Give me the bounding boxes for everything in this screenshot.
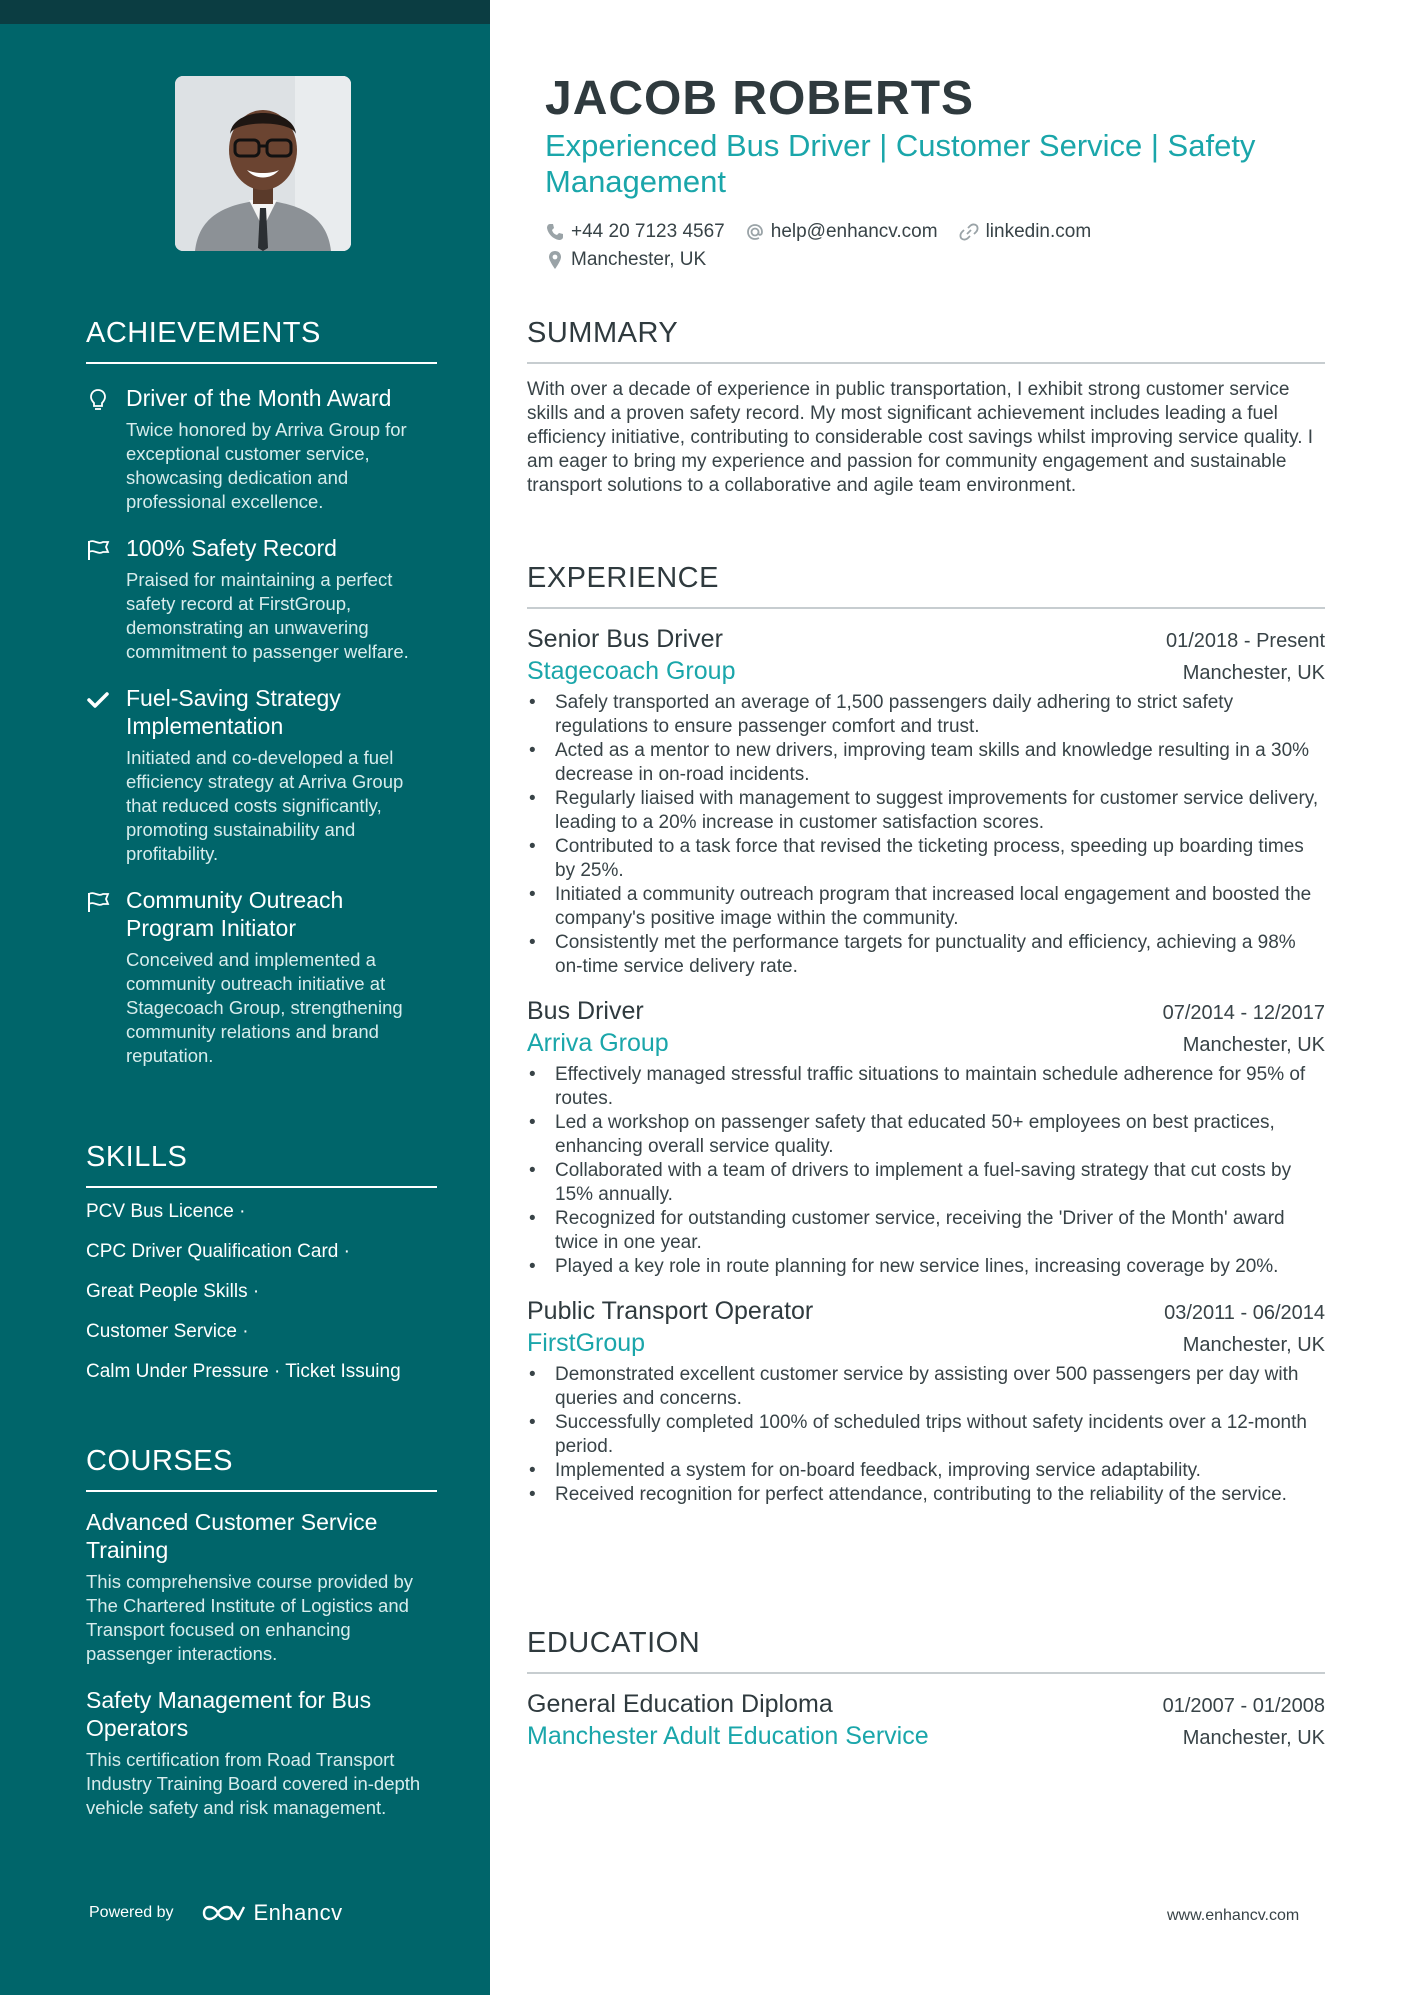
job-entry xyxy=(527,623,1325,979)
location-text: Manchester, UK xyxy=(571,249,707,270)
skills-heading: SKILLS xyxy=(86,1142,437,1188)
job-bullet: • Collaborated with a team of drivers to implement a fuel-saving strategy that cut costs by 15% annually. xyxy=(527,1159,1325,1207)
skills-section xyxy=(86,1142,437,1384)
check-icon xyxy=(86,688,112,714)
achievements-section xyxy=(86,318,437,1068)
powered-by-text: Powered by xyxy=(89,1904,174,1921)
job-bullet: • Initiated a community outreach program that increased local engagement and boosted the company's positive image within the community. xyxy=(527,883,1325,931)
job-company: Arriva Group xyxy=(527,1028,669,1057)
achievement-title: Driver of the Month Award xyxy=(126,384,392,411)
summary-heading: SUMMARY xyxy=(527,318,1325,364)
flag-icon xyxy=(86,538,112,564)
job-company: Stagecoach Group xyxy=(527,656,736,685)
skill-item: Customer Service · xyxy=(86,1320,249,1342)
location-pin-icon xyxy=(545,250,565,270)
achievement-item xyxy=(86,534,437,664)
powered-by xyxy=(89,1900,343,1926)
email-contact[interactable] xyxy=(745,218,938,246)
enhancv-logo-icon xyxy=(200,1901,246,1925)
job-bullet: • Led a workshop on passenger safety that educated 50+ employees on best practices, enhancing overall service quality. xyxy=(527,1111,1325,1159)
job-role: Bus Driver xyxy=(527,996,644,1025)
flag-icon xyxy=(86,890,112,916)
education-school: Manchester Adult Education Service xyxy=(527,1721,929,1750)
location-contact xyxy=(545,246,706,274)
job-location: Manchester, UK xyxy=(1182,1333,1325,1356)
achievement-description: Praised for maintaining a perfect safety record at FirstGroup, demonstrating an unwavering commitment to passenger welfare. xyxy=(126,568,409,662)
job-dates: 03/2011 - 06/2014 xyxy=(1164,1301,1325,1324)
job-dates: 01/2018 - Present xyxy=(1166,629,1325,652)
email-text: help@enhancv.com xyxy=(770,221,938,242)
job-entry xyxy=(527,995,1325,1279)
lightbulb-icon xyxy=(86,388,112,414)
experience-heading: EXPERIENCE xyxy=(527,563,1325,609)
education-section xyxy=(527,1628,1325,1752)
summary-section xyxy=(527,318,1325,498)
education-entry xyxy=(527,1688,1325,1752)
job-bullet: • Successfully completed 100% of scheduled trips without safety incidents over a 12-month period. xyxy=(527,1411,1325,1459)
job-bullet: • Acted as a mentor to new drivers, improving team skills and knowledge resulting in a 30% decrease in on-road incidents. xyxy=(527,739,1325,787)
sidebar xyxy=(0,0,490,1995)
job-bullet: • Consistently met the performance targets for punctuality and efficiency, achieving a 98% on-time service delivery rate. xyxy=(527,931,1325,979)
brand-name: Enhancv xyxy=(253,1900,343,1925)
job-entry xyxy=(527,1295,1325,1507)
courses-heading: COURSES xyxy=(86,1446,437,1492)
course-description: This comprehensive course provided by The Chartered Institute of Logistics and Transport focused on enhancing passenger interactions. xyxy=(86,1570,413,1664)
courses-section xyxy=(86,1446,437,1820)
course-item xyxy=(86,1686,437,1820)
course-title: Advanced Customer Service Training xyxy=(86,1508,378,1563)
job-role: Senior Bus Driver xyxy=(527,624,723,653)
summary-text: With over a decade of experience in public transportation, I exhibit strong customer service skills and a proven safety record. My most significant achievement includes leading a fuel efficiency initiative, contributing to considerable cost savings whilst improving service quality. I am eager to bring my experience and passion for community engagement and sustainable transport solutions to a collaborative and agile team environment. xyxy=(527,378,1314,496)
achievement-title: Fuel-Saving Strategy Implementation xyxy=(126,684,341,739)
job-bullet: • Received recognition for perfect attendance, contributing to the reliability of the service. xyxy=(527,1483,1325,1507)
job-bullet: • Regularly liaised with management to suggest improvements for customer service delivery, leading to a 20% increase in customer satisfaction scores. xyxy=(527,787,1325,835)
job-bullet: • Effectively managed stressful traffic situations to maintain schedule adherence for 95% of routes. xyxy=(527,1063,1325,1111)
achievement-description: Conceived and implemented a community outreach initiative at Stagecoach Group, strengthening community relations and brand reputation. xyxy=(126,948,403,1066)
achievement-item xyxy=(86,886,437,1068)
job-company: FirstGroup xyxy=(527,1328,646,1357)
at-icon xyxy=(745,222,765,242)
job-location: Manchester, UK xyxy=(1182,1033,1325,1056)
course-item xyxy=(86,1508,437,1666)
resume-header xyxy=(545,72,1345,274)
job-bullet: • Recognized for outstanding customer service, receiving the 'Driver of the Month' award twice in one year. xyxy=(527,1207,1325,1255)
job-bullet: • Contributed to a task force that revised the ticketing process, speeding up boarding times by 25%. xyxy=(527,835,1325,883)
phone-icon xyxy=(545,222,565,242)
candidate-title: Experienced Bus Driver | Customer Service | Safety Management xyxy=(545,128,1256,199)
job-role: Public Transport Operator xyxy=(527,1296,814,1325)
education-dates: 01/2007 - 01/2008 xyxy=(1162,1694,1325,1717)
footer-url[interactable]: www.enhancv.com xyxy=(1167,1907,1300,1924)
skill-item: Great People Skills · xyxy=(86,1280,260,1302)
job-bullet: • Demonstrated excellent customer service by assisting over 500 passengers per day with queries and concerns. xyxy=(527,1363,1325,1411)
link-icon xyxy=(958,222,980,242)
achievement-item xyxy=(86,684,437,866)
skill-item: PCV Bus Licence · xyxy=(86,1200,246,1222)
linkedin-text: linkedin.com xyxy=(985,221,1092,242)
education-heading: EDUCATION xyxy=(527,1628,1325,1674)
achievement-description: Initiated and co-developed a fuel efficiency strategy at Arriva Group that reduced costs significantly, promoting sustainability and profitability. xyxy=(126,746,404,864)
job-bullets xyxy=(527,691,1325,979)
experience-section xyxy=(527,563,1325,1507)
candidate-name: JACOB ROBERTS xyxy=(545,72,975,125)
job-bullet: • Played a key role in route planning for new service lines, increasing coverage by 20%. xyxy=(527,1255,1325,1279)
education-location: Manchester, UK xyxy=(1182,1726,1325,1749)
phone-text: +44 20 7123 4567 xyxy=(571,221,725,242)
job-bullet: • Implemented a system for on-board feedback, improving service adaptability. xyxy=(527,1459,1325,1483)
job-location: Manchester, UK xyxy=(1182,661,1325,684)
course-description: This certification from Road Transport Industry Training Board covered in-depth vehicle safety and risk management. xyxy=(86,1748,421,1818)
sidebar-top-band xyxy=(0,0,490,24)
job-dates: 07/2014 - 12/2017 xyxy=(1162,1001,1325,1024)
achievement-title: Community Outreach Program Initiator xyxy=(126,886,344,941)
brand-logo[interactable] xyxy=(200,1900,343,1926)
skill-item: CPC Driver Qualification Card · xyxy=(86,1240,350,1262)
achievements-heading: ACHIEVEMENTS xyxy=(86,318,437,364)
contact-info xyxy=(545,218,1345,274)
job-bullet: • Safely transported an average of 1,500 passengers daily adhering to strict safety regulations to ensure passenger comfort and trust. xyxy=(527,691,1325,739)
education-degree: General Education Diploma xyxy=(527,1689,833,1718)
skill-item: Calm Under Pressure · Ticket Issuing xyxy=(86,1360,401,1382)
phone-contact[interactable] xyxy=(545,218,725,246)
job-bullets xyxy=(527,1363,1325,1507)
achievement-item xyxy=(86,384,437,514)
achievement-title: 100% Safety Record xyxy=(126,534,337,561)
course-title: Safety Management for Bus Operators xyxy=(86,1686,372,1741)
achievement-description: Twice honored by Arriva Group for exceptional customer service, showcasing dedication and professional excellence. xyxy=(126,418,407,512)
profile-photo xyxy=(175,76,351,251)
linkedin-contact[interactable] xyxy=(958,218,1092,246)
job-bullets xyxy=(527,1063,1325,1279)
